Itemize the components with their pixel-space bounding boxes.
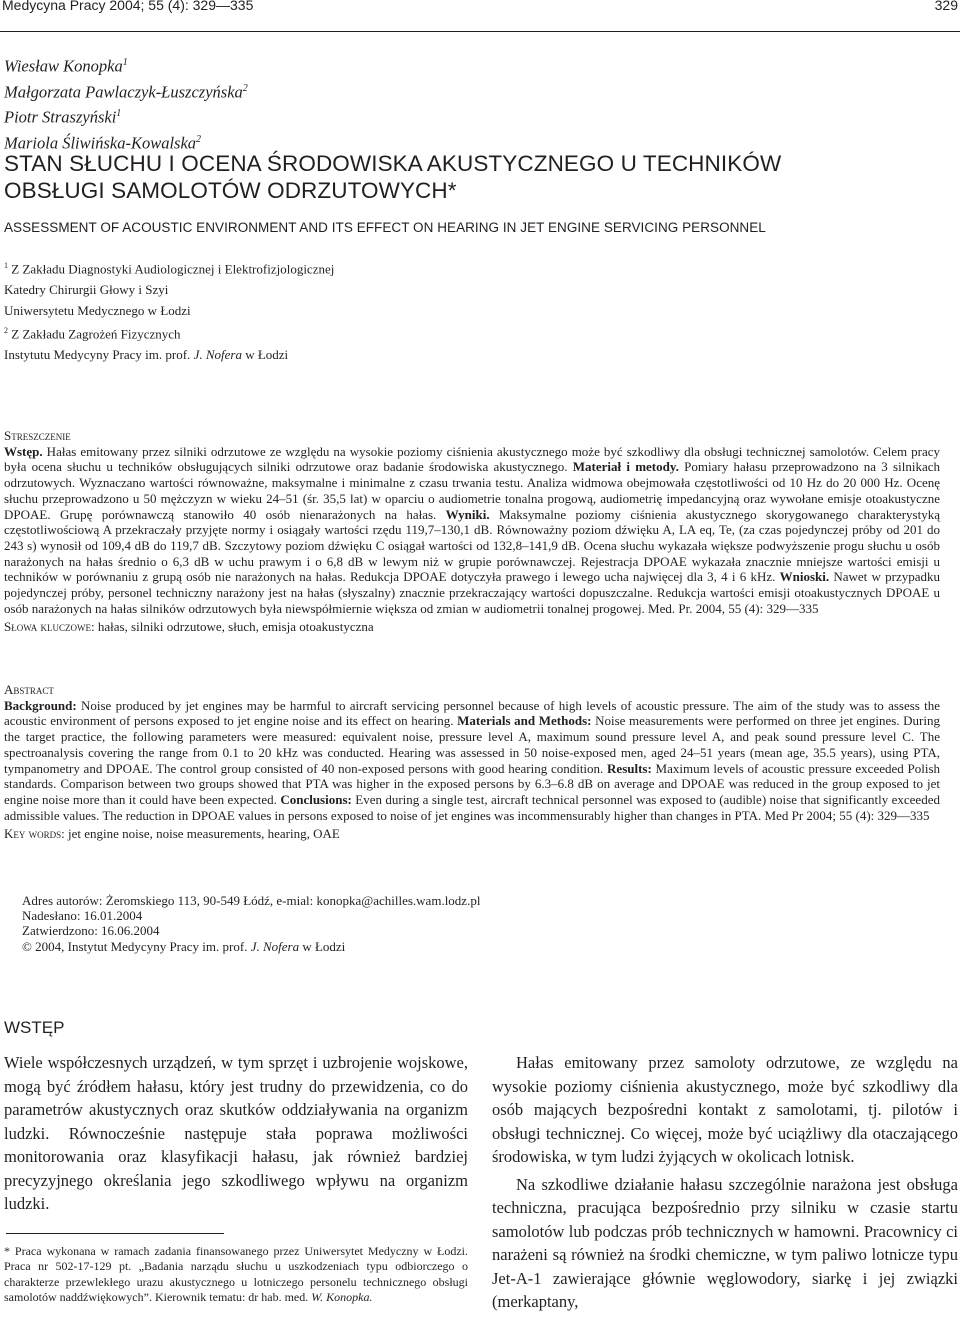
- affiliations: [4, 256, 334, 366]
- footnote: * Praca wykonana w ramach zadania finansowanego przez Uniwersytet Medyczny w Łodzi. Praca nr 502-17-129 pt. „Badania narządu słuchu u uszkodzeniach typu odbiorczego o charakterze przewlekłego urazu akustycznego u lotniczego personelu technicznego obsługi samolotów naddźwiękowych”. Kierownik tematu: dr hab. med. W. Konopka.: [4, 1244, 468, 1304]
- paragraph: Na szkodliwe działanie hałasu szczególnie narażona jest obsługa techniczna, pracująca bezpośrednio przy silniku w czasie startu samolotów lub podczas prób technicznych w hamowni. Pracownicy ci narażeni są również na środki chemiczne, w tym paliwo lotnicze typu Jet-A-1 zawierające głównie węglowodory, siarkę i jej związki (merkaptany,: [492, 1174, 958, 1311]
- author: Piotr Straszyński$^1$: [4, 107, 122, 127]
- english-abstract: Abstract Background: Noise produced by jet engines may be harmful to aircraft servicing personnel because of high levels of acoustic pressure. The aim of the study was to assess the acoustic environment of persons exposed to jet engine noise and its effect on hearing. Materials and Methods: Noise measurements were performed on three jet engines. During the target practice, the following parameters were measured: equivalent noise, pressure level A, maximum sound pressure level A, and peak sound pressure level C. The spectroanalysis covering the range from 0.1 to 20 kHz was conducted. Hearing was assessed in 50 noise-exposed men, aged 24–51 years (mean age, 35.5 years), using PTA, tympanometry and DPOAE. The control group consisted of 40 non-exposed persons with good hearing condition. Results: Maximum levels of acoustic pressure exceeded Polish standards. Comparison between two groups showed that PTA was higher in the exposed persons by 6.3–6.8 dB on average and DPOAE was reduced in the group exposed to jet engine noise more than it could have been expected. Conclusions: Even during a single test, aircraft technical personnel was exposed to (audible) noise that significantly exceeded admissible values. The reduction in DPOAE values in persons exposed to noise of jet engines was incommensurably higher than changes in PTA. Med Pr 2004; 55 (4): 329—335 Key words: jet engine noise, noise measurements, hearing, OAE: [4, 682, 940, 842]
- author: Wiesław Konopka$^1$: [4, 56, 128, 76]
- journal-citation: Medycyna Pracy 2004; 55 (4): 329—335: [2, 0, 254, 13]
- polish-keywords: Słowa kluczowe: hałas, silniki odrzutowe, słuch, emisja otoakustyczna: [4, 619, 374, 635]
- body-column-right: [492, 1051, 958, 1314]
- copyright: © 2004, Instytut Medycyny Pracy im. prof. J. Nofera w Łodzi: [22, 938, 346, 954]
- page-number: 329: [934, 0, 958, 13]
- english-title: ASSESSMENT OF ACOUSTIC ENVIRONMENT AND ITS EFFECT ON HEARING IN JET ENGINE SERVICING PERSONNEL: [4, 220, 766, 235]
- body-column-left: [4, 1051, 468, 1216]
- header-rule: [0, 31, 960, 32]
- received-date: Nadesłano: 16.01.2004: [22, 908, 143, 924]
- approved-date: Zatwierdzono: 16.06.2004: [22, 923, 160, 939]
- affiliation-line: $^1$ Z Zakładu Diagnostyki Audiologicznej i Elektrofizjologicznej: [4, 261, 335, 277]
- streszczenie-heading: Streszczenie: [4, 428, 71, 443]
- running-header: [0, 0, 960, 14]
- author-address: Adres autorów: Żeromskiego 113, 90-549 Łódź, e-mial: konopka@achilles.wam.lodz.pl: [22, 893, 481, 908]
- author: Mariola Śliwińska-Kowalska$^2$: [4, 133, 202, 152]
- affiliation-line: Katedry Chirurgii Głowy i Szyi: [4, 281, 169, 297]
- section-heading: WSTĘP: [4, 1018, 65, 1037]
- affiliation-line: Uniwersytetu Medycznego w Łodzi: [4, 302, 191, 318]
- author-list: [4, 52, 248, 154]
- abstract-heading: Abstract: [4, 682, 54, 697]
- footnote-rule: [6, 1233, 224, 1234]
- affiliation-line: Instytutu Medycyny Pracy im. prof. J. Nofera w Łodzi: [4, 347, 289, 363]
- article-metadata: [22, 893, 480, 954]
- polish-abstract: Streszczenie Wstęp. Hałas emitowany przez silniki odrzutowe ze względu na wysokie poziomy ciśnienia akustycznego może być szkodliwy dla obsługi technicznej samolotów. Celem pracy była ocena słuchu u techników obsługujących silniki odrzutowe oraz badanie środowiska akustycznego. Materiał i metody. Pomiary hałasu przeprowadzono na 3 silnikach odrzutowych. Wyznaczano wartości równoważne, maksymalne i minimalne z czasu trwania testu. Analiza widmowa obejmowała częstotliwości od 10 Hz do 20 000 Hz. Ocenę słuchu przeprowadzono u 50 mężczyzn w wieku 24–51 (śr. 35,5 lat) w oparciu o audiometrie tonalna progową, audiometrię impedancyjną oraz wywołane emisje otoakustyczne DPOAE. Grupę porównawczą stanowiło 40 osób nienarażonych na hałas. Wyniki. Maksymalne poziomy ciśnienia akustycznego skorygowanego charakterystyką częstotliwościową A przekraczały przyjęte normy i osiągały wartości rzędu 119,7–130,1 dB. Równoważny poziom dźwięku A, LA eq, Te, (za czas pojedynczej próby od 201 do 243 s) wynosił od 109,4 dB do 119,7 dB. Szczytowy poziom dźwięku C osiągał wartości od 132,8–141,9 dB. Ocena słuchu wykazała większe podwyższenie progu słuchu u osób narażonych na hałas średnio o 6,3 dB w uchu prawym i o 6,8 dB w lewym niż w grupie porównawczej. Rejestracja DPOAE wykazała znacznie mniejsze wartości emisji u techników w porównaniu z grupą osób nie narażonych na hałas. Redukcja DPOAE dotyczyła prawego i lewego ucha najwięcej dla 3, 4 i 6 kHz. Wnioski. Nawet w przypadku pojedynczej próby, personel techniczny narażony jest na hałas (słyszalny) znacznie przekraczający wartości dopuszczalne. Redukcja wartości emisji otoakustycznych DPOAE u osób narażonych na hałas silników odrzutowych była niewspółmiernie większa od zmian w audiometrii tonalnej progowej. Med. Pr. 2004, 55 (4): 329—335 Słowa kluczowe: hałas, silniki odrzutowe, słuch, emisja otoakustyczna: [4, 428, 941, 635]
- english-keywords: Key words: jet engine noise, noise measurements, hearing, OAE: [4, 826, 340, 842]
- article-title: STAN SŁUCHU I OCENA ŚRODOWISKA AKUSTYCZNEGO U TECHNIKÓW OBSŁUGI SAMOLOTÓW ODRZUTOWYCH*: [4, 151, 782, 203]
- paragraph: Hałas emitowany przez samoloty odrzutowe, ze względu na wysokie poziomy ciśnienia akustycznego, może być szkodliwy dla osób mających bezpośredni kontakt z samolotami, tj. pilotów i obsługi technicznej. Co więcej, może być uciążliwy dla otaczającego środowiska, w tym ludzi żyjących w okolicach lotnisk.: [492, 1053, 958, 1166]
- author: Małgorzata Pawlaczyk-Łuszczyńska$^2$: [4, 82, 248, 101]
- affiliation-line: $^2$ Z Zakładu Zagrożeń Fizycznych: [4, 326, 181, 342]
- paragraph: Wiele współczesnych urządzeń, w tym sprzęt i uzbrojenie wojskowe, mogą być źródłem hałasu, który jest trudny do przewidzenia, co do parametrów akustycznych oraz skutków oddziaływania na organizm ludzki. Równocześnie następuje stała poprawa możliwości monitorowania oraz klasyfikacji hałasu, jak również bardziej precyzyjnego określania jego szkodliwego wpływu na organizm ludzki.: [4, 1053, 468, 1213]
